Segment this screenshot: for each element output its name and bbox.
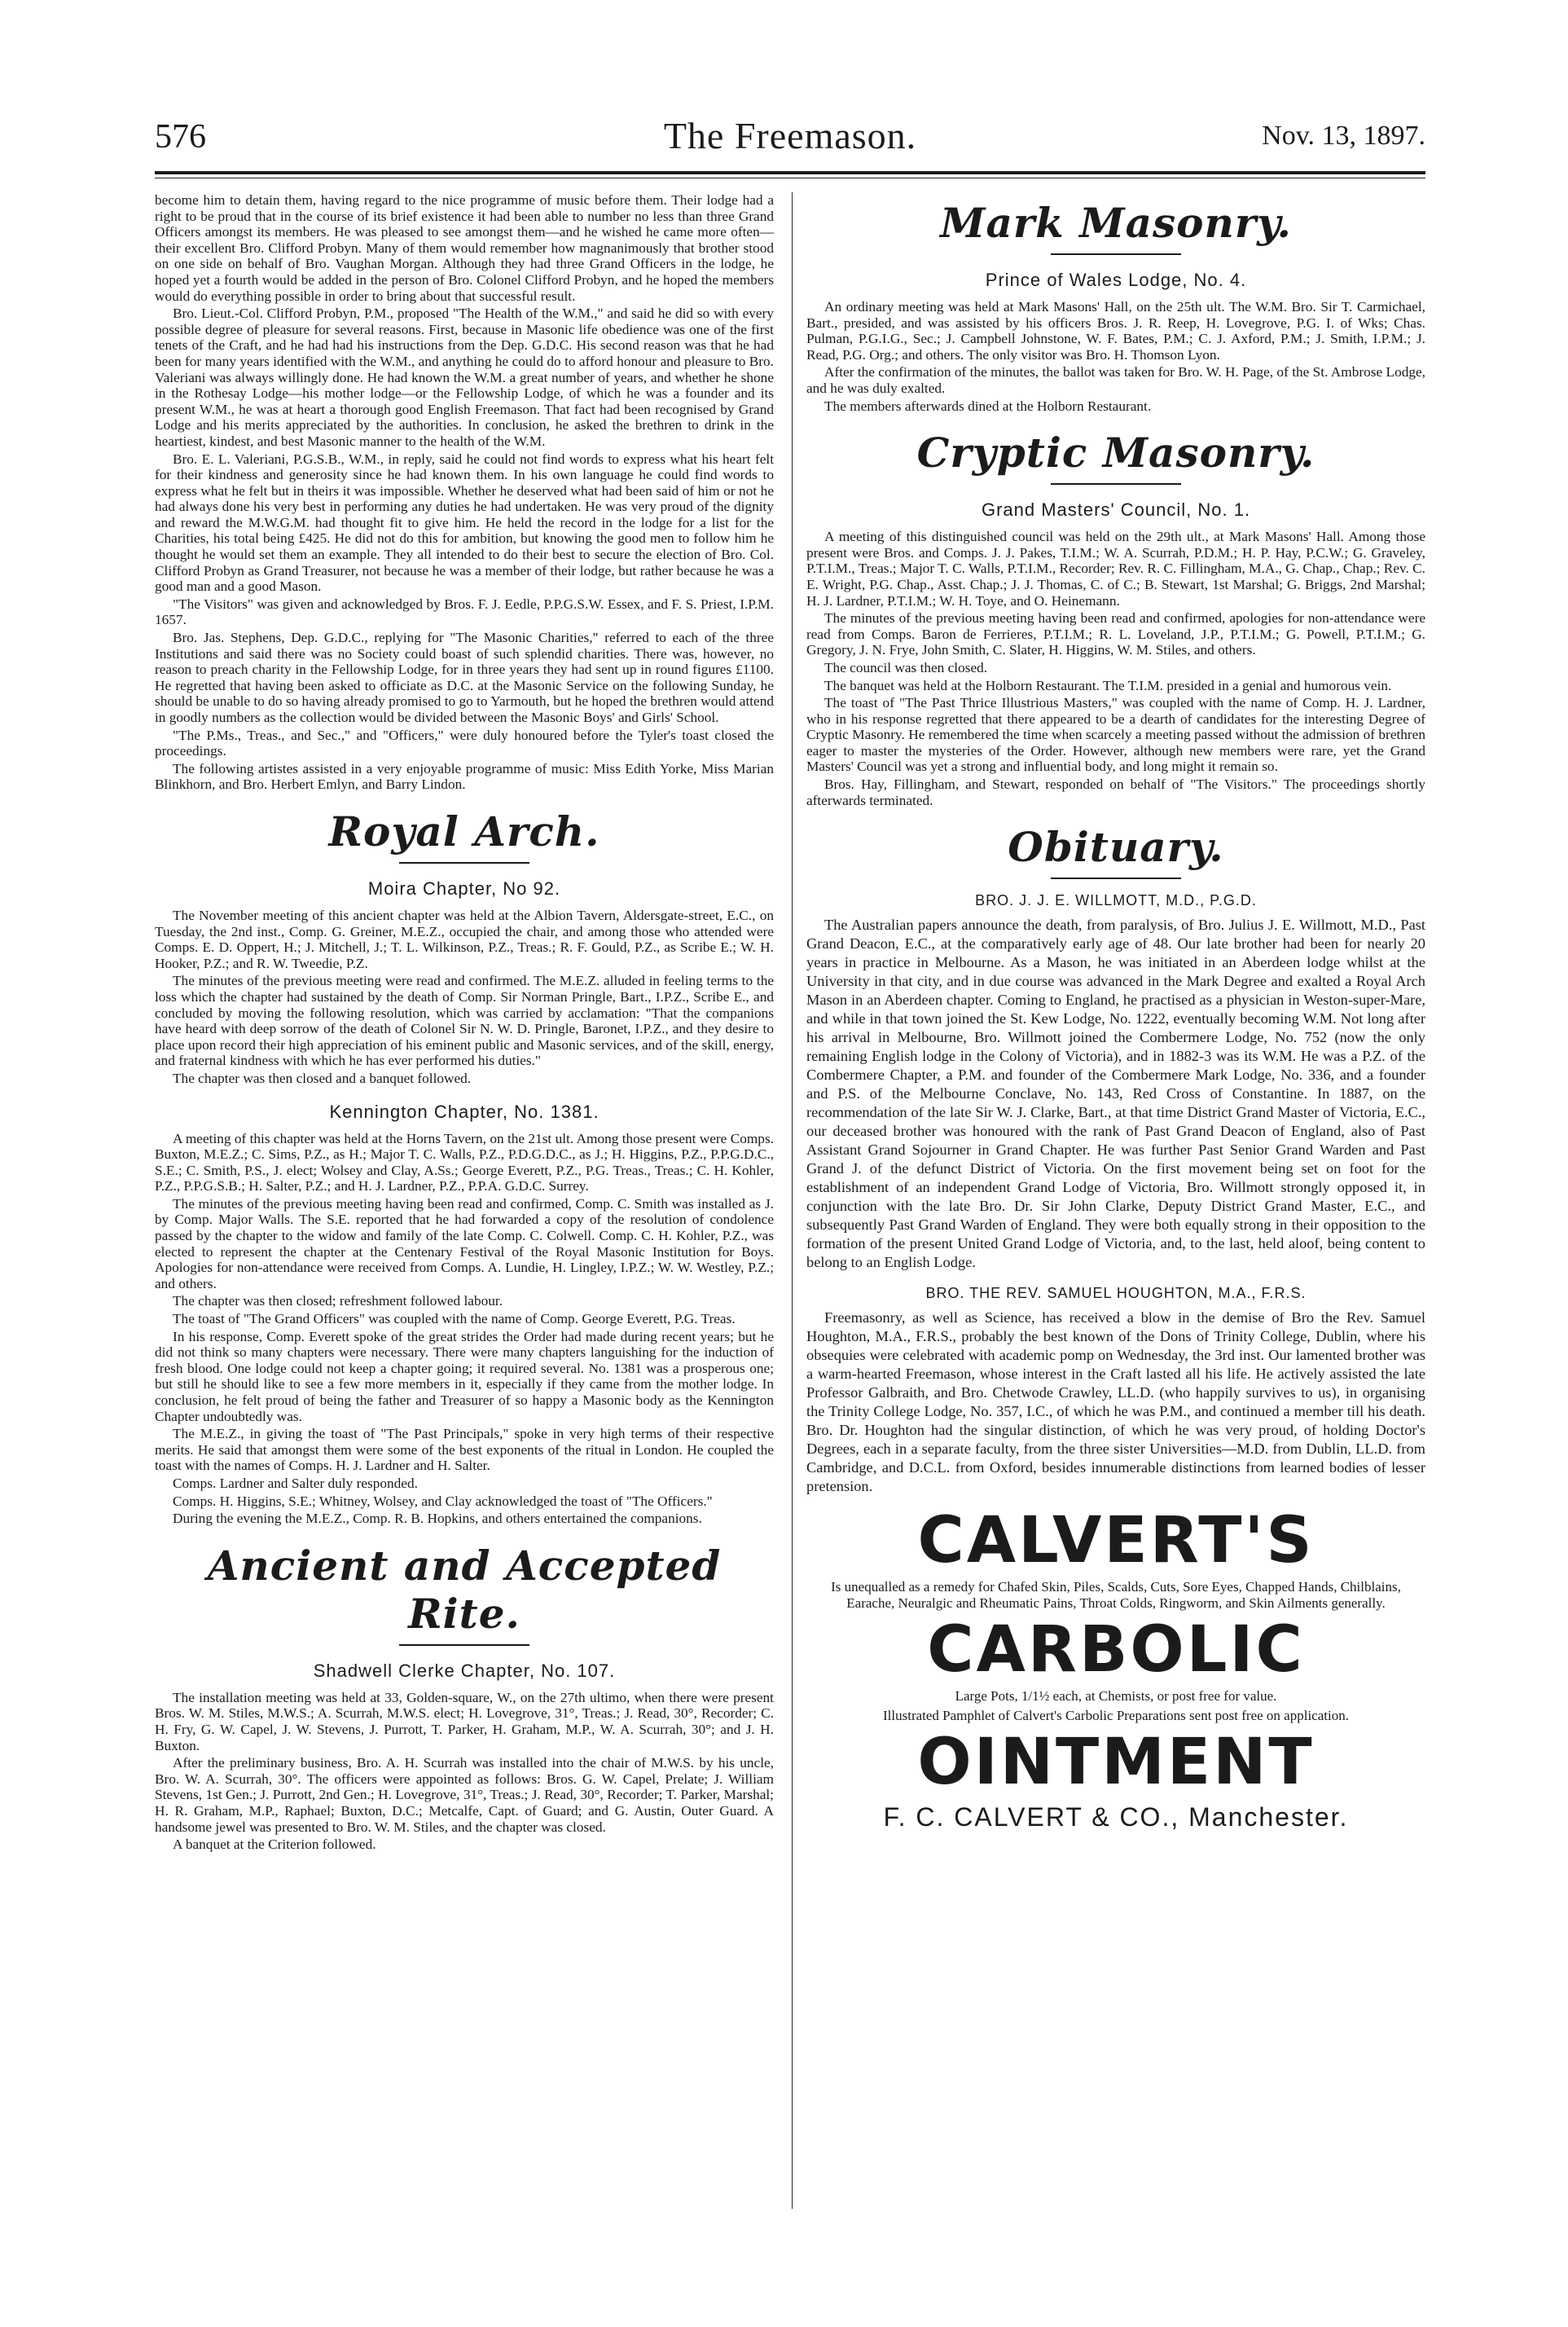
masthead-title: The Freemason.	[663, 115, 917, 156]
section-heading-cryptic-masonry: Cryptic Masonry.	[916, 429, 1315, 477]
section-rule	[1051, 253, 1181, 255]
ad-headline-ointment: OINTMENT	[917, 1726, 1315, 1800]
left-column	[155, 192, 774, 1854]
article-paragraph: An ordinary meeting was held at Mark Masons' Hall, on the 25th ult. The W.M. Bro. Sir T. Carmichael, Bart., presided, and was assisted by his officers Bros. J. R. Reep, H. Lovegrove, P.G. I. of Wks; Chas. Pulman, P.G.I.G., Sec.; J. Campbell Johnstone, W. F. Bates, P.M.; C. J. Axford, P.M.; J. Smith, I.P.M.; J. Read, P.G. Org.; and others. The only visitor was Bro. H. Thomson Lyon.	[806, 299, 1425, 363]
article-paragraph: Bro. Lieut.-Col. Clifford Probyn, P.M., proposed "The Health of the W.M.," and said he did so with every possible degree of pleasure for several reasons. First, because in Masonic life obedience was one of the first tenets of the Craft, and he had had his instructions from the Dep. G.D.C. His second reason was that he had been for many years identified with the W.M., and anything he could do to afford honour and pleasure to Bro. Valeriani was always willingly done. He had known the W.M. a great number of years, and whether he shone in the Rothesay Lodge—his mother lodge—or the Fellowship Lodge, of which he was a founder and its present W.M., he was at heart a thorough good English Freemason. That fact had been recognised by Grand Lodge and his merits appreciated by the authorities. In conclusion, he asked the brethren to drink in the heartiest, kindest, and best Masonic manner to the health of the W.M.	[155, 306, 774, 449]
article-paragraph: After the preliminary business, Bro. A. H. Scurrah was installed into the chair of M.W.S. by his uncle, Bro. W. A. Scurrah, 30°. The officers were appointed as follows: Bros. G. W. Capel, Prelate; J. William Stevens, 1st Gen.; J. Purrott, 2nd Gen.; H. Lovegrove, 31°, Treas.; J. Read, 30°, Recorder; T. Parker, Marshal; H. R. Graham, M.P., Raphael; Buxton, D.C.; Metcalfe, Capt. of Guard; and G. Austin, Outer Guard. A handsome jewel was presented to Bro. W. M. Stiles, and the chapter was closed.	[155, 1755, 774, 1835]
article-paragraph: Bros. Hay, Fillingham, and Stewart, responded on behalf of "The Visitors." The proceedings shortly afterwards terminated.	[806, 776, 1425, 808]
section-rule	[1051, 878, 1181, 879]
article-paragraph: A meeting of this distinguished council was held on the 29th ult., at Mark Masons' Hall. Among those present were Bros. and Comps. J. J. Pakes, T.I.M.; W. A. Scurrah, P.D.M.; H. P. Hay, P.C.W.; G. Graveley, P.T.I.M., Treas.; Major T. C. Walls, P.T.I.M., Recorder; Rev. R. C. Fillingham, M.A., G. Chap., Chap.; Rev. C. E. Wright, P.G. Chap., Asst. Chap.; J. J. Thomas, C. of C.; B. Stewart, 1st Marshal; G. Briggs, 2nd Marshal; H. J. Lardner, P.T.I.M.; W. H. Toye, and O. Heinemann.	[806, 529, 1425, 609]
obituary-name-houghton: BRO. THE REV. SAMUEL HOUGHTON, M.A., F.R.S.	[925, 1285, 1307, 1302]
issue-date: Nov. 13, 1897.	[1262, 121, 1425, 151]
lodge-heading-moira: Moira Chapter, No 92.	[367, 878, 561, 899]
article-paragraph: After the confirmation of the minutes, the ballot was taken for Bro. W. H. Page, of the St. Ambrose Lodge, and he was duly exalted.	[806, 364, 1425, 396]
section-rule	[399, 862, 529, 864]
article-paragraph: The toast of "The Past Thrice Illustrious Masters," was coupled with the name of Comp. H. J. Lardner, who in his response regretted that there appeared to be a dearth of candidates for the interesting Degree of Cryptic Masonry. He remembered the time when scarcely a meeting passed without the admission of brethren eager to master the mysteries of the Order. However, although new members were rare, yet the Grand Masters' Council was yet a strong and influential body, and long might it remain so.	[806, 695, 1425, 775]
article-paragraph: The members afterwards dined at the Holborn Restaurant.	[824, 398, 1152, 414]
article-paragraph: Bro. E. L. Valeriani, P.G.S.B., W.M., in reply, said he could not find words to express what his heart felt for their kindness and generosity since he had known them. In his own language he could find words to express what he felt but in theirs it was impossible. Whether he deserved what had been said of him or not he had always done his very best in performing any duties he had undertaken. He was very proud of the dignity and reward the M.W.G.M. had thought fit to give him. He held the record in the lodge for a list for the Charities, his total being £425. He did not do this for ambition, but knowing the good men to follow him he thought he would set them an example. They all intended to do their best to secure the election of Bro. Col. Clifford Probyn as Grand Treasurer, not because he was a member of their lodge, but rather because he was a good man and a good Mason.	[155, 451, 774, 595]
article-paragraph: The banquet was held at the Holborn Restaurant. The T.I.M. presided in a genial and humorous vein.	[824, 677, 1392, 693]
article-paragraph: Comps. H. Higgins, S.E.; Whitney, Wolsey, and Clay acknowledged the toast of "The Officers."	[173, 1493, 713, 1509]
article-paragraph: The November meeting of this ancient chapter was held at the Albion Tavern, Aldersgate-street, E.C., on Tuesday, the 2nd inst., Comp. G. Greiner, M.E.Z., occupied the chair, and among those who attended were Comps. E. D. Oppert, H.; J. Mitchell, J.; T. L. Wilkinson, P.Z., Treas.; R. F. Gould, P.Z., as Scribe E.; W. H. Hooker, P.Z.; and R. W. Tweedie, P.Z.	[155, 907, 774, 971]
article-paragraph: The M.E.Z., in giving the toast of "The Past Principals," spoke in very high terms of their respective merits. He said that amongst them were some of the best exponents of the ritual in London. He coupled the toast with the names of Comps. H. J. Lardner and H. Salter.	[155, 1426, 774, 1474]
section-heading-mark-masonry: Mark Masonry.	[940, 199, 1292, 247]
article-paragraph: In his response, Comp. Everett spoke of the great strides the Order had made during recent years; but he did not think so many chapters were necessary. There were many chapters languishing for the induction of fresh blood. One lodge could not keep a chapter going; it required several. No. 1381 was a prosperous one; but still he should like to see a few more members in it, especially if they came from the mother lodge. In conclusion, he felt proud of being the father and Treasurer of so happy a Masonic body as the Kennington Chapter undoubtedly was.	[155, 1328, 774, 1424]
article-paragraph: The installation meeting was held at 33, Golden-square, W., on the 27th ultimo, when there were present Bros. W. M. Stiles, M.W.S.; A. Scurrah, M.W.S. elect; H. Lovegrove, 31°, Treas.; J. Read, 30°, Recorder; C. H. Fry, G. W. Capel, J. W. Stevens, J. Purrott, T. Parker, H. Graham, M.P., W. A. Scurrah, 30°; and J. H. Buxton.	[155, 1689, 774, 1753]
lodge-heading-shadwell: Shadwell Clerke Chapter, No. 107.	[313, 1660, 616, 1681]
obituary-name-willmott: BRO. J. J. E. WILLMOTT, M.D., P.G.D.	[975, 892, 1257, 909]
page-number: 576	[155, 118, 206, 156]
article-paragraph: The minutes of the previous meeting having been read and confirmed, Comp. C. Smith was installed as J. by Comp. Major Walls. The S.E. reported that he had forwarded a copy of the resolution of condolence passed by the chapter to the widow and family of the late Comp. C. Colwell. Comp. C. H. Kohler, P.Z., was elected to represent the chapter at the Centenary Festival of the Royal Masonic Institution for Boys. Apologies for non-attendance were received from Comps. A. Lundie, H. Lingley, I.P.Z.; W. W. Westley, P.Z.; and others.	[155, 1195, 774, 1291]
article-paragraph: The chapter was then closed and a banquet followed.	[173, 1070, 472, 1086]
section-heading-royal-arch: Royal Arch.	[328, 807, 600, 856]
article-paragraph: The toast of "The Grand Officers" was coupled with the name of Comp. George Everett, P.G. Treas.	[173, 1311, 736, 1327]
article-paragraph: become him to detain them, having regard to the nice programme of music before them. Their lodge had a right to be proud that in the course of its brief existence it had been able to number no less than three Grand Officers amongst its members. He was pleased to see amongst them—and he wished he came more often—their excellent Bro. Clifford Probyn. Many of them would remember how magnanimously that brother stood on one side on behalf of Bro. Vaughan Morgan. Although they had three Grand Officers in the lodge, he hoped yet a fourth would be added in the person of Bro. Colonel Clifford Probyn, and he hoped the members would do everything possible in order to bring about that successful result.	[155, 192, 774, 304]
ad-text-price: Large Pots, 1/1½ each, at Chemists, or post free for value.	[955, 1688, 1277, 1705]
article-paragraph: Comps. Lardner and Salter duly responded.	[173, 1475, 418, 1491]
obituary-paragraph: Freemasonry, as well as Science, has received a blow in the demise of Bro the Rev. Samuel Houghton, M.A., F.R.S., probably the best known of the Dons of Trinity College, Dublin, where his obsequies were celebrated with academic pomp on Wednesday, the 3rd inst. Our lamented brother was a warm-hearted Freemason, whose interest in the Craft lasted all his life. He actively assisted the late Professor Galbraith, and Bro. Chetwode Crawley, LL.D. (who happily survives to us), in organising the Trinity College Lodge, No. 357, I.C., of which he was P.M., and continued a member till his death. Bro. Dr. Houghton had the singular distinction, of which he was very proud, of holding Doctor's Degrees, each in a separate faculty, from the three sister Universities—M.D. from Dublin, LL.D. from Cambridge, and D.C.L. from Oxford, besides innumerable distinctions from learned bodies of lesser pretension.	[806, 1309, 1425, 1495]
right-column	[806, 192, 1425, 1832]
article-paragraph: "The Visitors" was given and acknowledged by Bros. F. J. Eedle, P.P.G.S.W. Essex, and F. S. Priest, I.P.M. 1657.	[155, 596, 774, 628]
header-rule	[155, 171, 1425, 174]
section-rule	[1051, 483, 1181, 485]
ad-headline-carbolic: CARBOLIC	[927, 1613, 1305, 1687]
article-paragraph: The council was then closed.	[824, 659, 988, 675]
article-paragraph: A banquet at the Criterion followed.	[173, 1837, 376, 1853]
article-paragraph: During the evening the M.E.Z., Comp. R. B. Hopkins, and others entertained the companions.	[173, 1511, 702, 1527]
lodge-heading-grand-masters-council: Grand Masters' Council, No. 1.	[981, 499, 1251, 521]
article-paragraph: The minutes of the previous meeting were read and confirmed. The M.E.Z. alluded in feeling terms to the loss which the chapter had sustained by the death of Comp. Sir Norman Pringle, Bart., I.P.Z., Scribe E., and concluded by moving the following resolution, which was carried by acclamation: "That the companions have heard with deep sorrow of the death of Colonel Sir N. W. D. Pringle, Baronet, I.P.Z., and they desire to place upon record their high appreciation of his eminent public and Masonic services, and of the skill, energy, and fraternal kindness with which he has ever performed his duties."	[155, 973, 774, 1069]
section-rule	[399, 1644, 529, 1646]
ad-firm-name: F. C. CALVERT & CO., Manchester.	[883, 1802, 1349, 1832]
obituary-paragraph: The Australian papers announce the death, from paralysis, of Bro. Julius J. E. Willmott, M.D., Past Grand Deacon, E.C., at the comparatively early age of 48. Our late brother had been for nearly 20 years in practice in Melbourne. As a Mason, he was initiated in an Aberdeen lodge whilst at the University in that city, and in due course was advanced in the Mark Degree and exalted a Royal Arch Mason in an Aberdeen chapter. Coming to England, he practised as a physician in Weston-super-Mare, and while in that town joined the St. Kew Lodge, No. 1222, eventually becoming W.M. Not long after his arrival in Melbourne, Bro. Willmott joined the Combermere Lodge, No. 752 (now the only remaining English lodge in the Colony of Victoria), and in 1882-3 was its W.M. He was a P.Z. of the Combermere Chapter, a P.M. and founder of the Combermere Mark Lodge, No. 336, and a founder and P.S. of the Melbourne Conclave, No. 143, Red Cross of Constantine. In 1887, on the recommendation of the late Sir W. J. Clarke, Bart., at that time District Grand Master of Victoria, E.C., our deceased brother was honoured with the rank of Past Grand Deacon of England, also of Past Assistant Grand Sojourner in Grand Chapter. He was further Past Senior Grand Warden and Past Grand J. of the defunct District of Victoria. On the first movement being set on foot for the establishment of an independent Grand Lodge of Victoria, Bro. Willmott strongly opposed it, in conjunction with the late Bro. Dr. Sir John Clarke, Deputy District Grand Master, E.C., and subsequently Past Grand Warden of England. They were both equally strong in their opposition to the formation of the present United Grand Lodge of Victoria, and, to the last, held aloof, being content to belong to an English Lodge.	[806, 917, 1425, 1271]
page-header	[155, 114, 1425, 163]
lodge-heading-prince-of-wales: Prince of Wales Lodge, No. 4.	[985, 270, 1247, 290]
article-paragraph: The chapter was then closed; refreshment followed labour.	[173, 1293, 503, 1309]
ad-text-pamphlet: Illustrated Pamphlet of Calvert's Carbolic Preparations sent post free on application.	[883, 1708, 1349, 1724]
ad-headline-calverts: CALVERT'S	[917, 1504, 1315, 1578]
article-paragraph: The following artistes assisted in a very enjoyable programme of music: Miss Edith Yorke, Miss Marian Blinkhorn, and Bro. Herbert Emlyn, and Barry Lindon.	[155, 760, 774, 793]
section-heading-obituary: Obituary.	[1008, 823, 1224, 872]
section-heading-ancient-rite: Ancient and Accepted Rite.	[207, 1541, 722, 1638]
calvert-advertisement	[806, 1506, 1425, 1832]
article-paragraph: A meeting of this chapter was held at the Horns Tavern, on the 21st ult. Among those present were Comps. Buxton, M.E.Z.; C. Sims, P.Z., as H.; Major T. C. Walls, P.Z., P.D.G.D.C., as J.; H. Higgins, P.Z., P.P.G.D.C., S.E.; C. Smith, P.S., J. elect; Wolsey and Clay, A.Ss.; George Everett, P.Z., P.G. Treas., Treas.; C. H. Kohler, P.Z., P.P.G.S.B.; H. Salter, P.Z.; and H. J. Lardner, P.Z., P.P.A. G.D.C. Surrey.	[155, 1130, 774, 1194]
ad-text-remedy: Is unequalled as a remedy for Chafed Skin, Piles, Scalds, Cuts, Sore Eyes, Chapped Hands, Chilblains, Earache, Neuralgic and Rheumatic Pains, Throat Colds, Ringworm, and Skin Ailments generally.	[831, 1579, 1401, 1612]
column-divider	[792, 192, 793, 2209]
article-paragraph: "The P.Ms., Treas., and Sec.," and "Officers," were duly honoured before the Tyler's toast closed the proceedings.	[155, 727, 774, 759]
article-paragraph: Bro. Jas. Stephens, Dep. G.D.C., replying for "The Masonic Charities," referred to each of the three Institutions and said there was no Society could boast of such splendid charities. There was, however, no reason to preach charity in the Fellowship Lodge, for in three years they had sent up in round figures £1100. He regretted that having been asked to officiate as D.C. at the Masonic Service on the following Sunday, he should be unable to do so having already promised to go to Yarmouth, but he hoped the brethren would attend in goodly numbers as the collection would be divided between the Masonic Boys' and Girls' School.	[155, 630, 774, 725]
lodge-heading-kennington: Kennington Chapter, No. 1381.	[329, 1101, 600, 1122]
article-paragraph: The minutes of the previous meeting having been read and confirmed, apologies for non-attendance were read from Comps. Baron de Ferrieres, P.T.I.M.; R. L. Loveland, J.P., P.T.I.M.; G. Powell, P.T.I.M.; G. Gregory, J. N. Frye, John Smith, C. Slater, H. Higgins, W. M. Stiles, and others.	[806, 610, 1425, 658]
